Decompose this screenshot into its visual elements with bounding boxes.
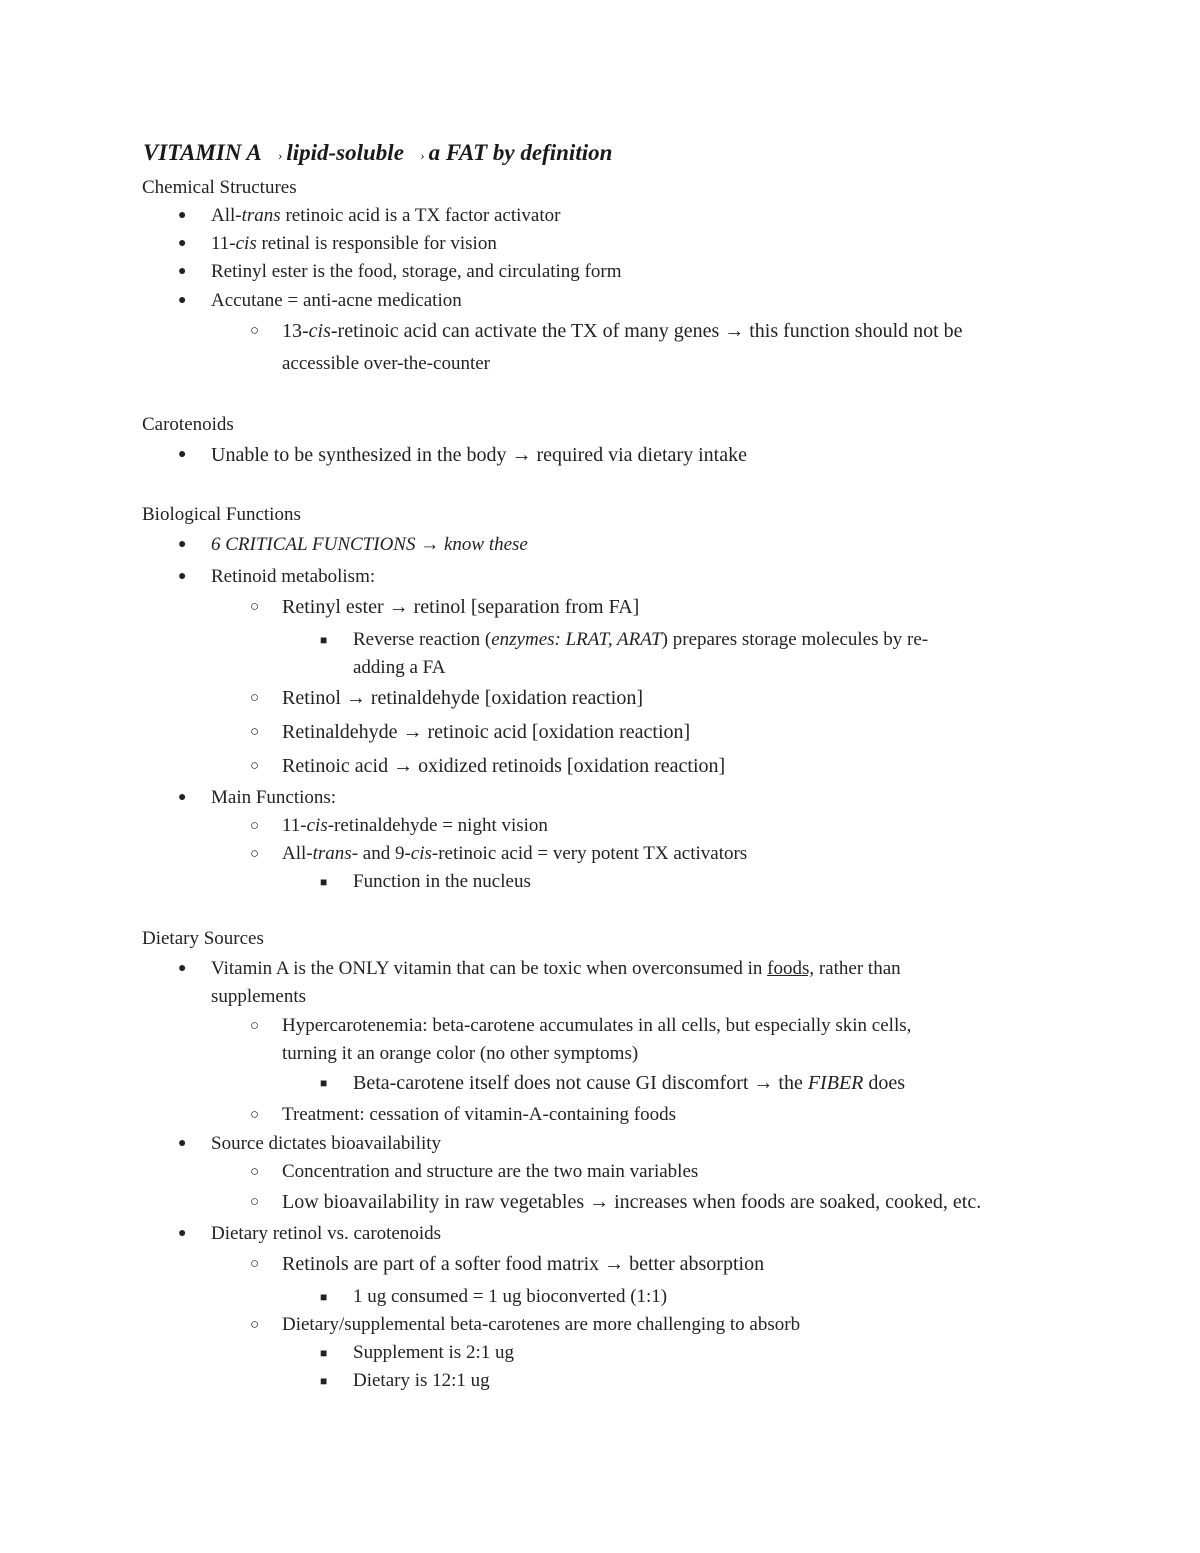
list-item: Source dictates bioavailability <box>211 1133 442 1154</box>
bullet-icon: ● <box>178 264 187 279</box>
list-item: Retinols are part of a softer food matrix → better absorption <box>282 1253 765 1275</box>
bullet-icon: ● <box>178 447 187 462</box>
list-item: Function in the nucleus <box>353 871 531 892</box>
section-heading-carotenoids: Carotenoids <box>142 414 234 435</box>
list-item: Retinol → retinaldehyde [oxidation reaction] <box>282 687 643 709</box>
square-bullet-icon: ■ <box>320 633 328 647</box>
section-heading-biological-functions: Biological Functions <box>142 504 301 525</box>
list-item: Treatment: cessation of vitamin-A-containing foods <box>282 1104 676 1125</box>
list-item: Dietary/supplemental beta-carotenes are more challenging to absorb <box>282 1314 801 1335</box>
list-item-continuation: turning it an orange color (no other symptoms) <box>282 1043 639 1064</box>
circle-bullet-icon: ○ <box>250 724 260 740</box>
bullet-icon: ● <box>178 790 187 805</box>
list-item: Accutane = anti-acne medication <box>211 290 462 311</box>
list-item: 13-cis-retinoic acid can activate the TX of many genes → this function should not be <box>282 320 963 342</box>
bullet-icon: ● <box>178 236 187 251</box>
list-item: Low bioavailability in raw vegetables → increases when foods are soaked, cooked, etc. <box>282 1191 982 1213</box>
arrow-icon: › <box>419 149 425 164</box>
list-item: Dietary retinol vs. carotenoids <box>211 1223 442 1244</box>
list-item: Beta-carotene itself does not cause GI discomfort → the FIBER does <box>353 1072 906 1094</box>
circle-bullet-icon: ○ <box>250 1107 260 1123</box>
list-item: Unable to be synthesized in the body → required via dietary intake <box>211 444 747 466</box>
list-item-continuation: accessible over-the-counter <box>282 353 490 374</box>
list-item: Reverse reaction (enzymes: LRAT, ARAT) prepares storage molecules by re- <box>353 629 929 650</box>
circle-bullet-icon: ○ <box>250 690 260 706</box>
list-item: Retinoid metabolism: <box>211 566 376 587</box>
bullet-icon: ● <box>178 1136 187 1151</box>
list-item: 11-cis retinal is responsible for vision <box>211 233 497 254</box>
section-heading-chemical-structures: Chemical Structures <box>142 177 297 198</box>
list-item-continuation: supplements <box>211 986 306 1007</box>
title-main: VITAMIN A <box>143 140 262 165</box>
bullet-icon: ● <box>178 208 187 223</box>
circle-bullet-icon: ○ <box>250 846 260 862</box>
page-title <box>143 140 612 166</box>
title-part-fat: a FAT by definition <box>428 140 613 165</box>
square-bullet-icon: ■ <box>320 1076 328 1090</box>
list-item: Hypercarotenemia: beta-carotene accumulates in all cells, but especially skin cells, <box>282 1015 912 1036</box>
list-item: Retinyl ester is the food, storage, and circulating form <box>211 261 622 282</box>
bullet-icon: ● <box>178 293 187 308</box>
circle-bullet-icon: ○ <box>250 1194 260 1210</box>
square-bullet-icon: ■ <box>320 1374 328 1388</box>
section-heading-dietary-sources: Dietary Sources <box>142 928 264 949</box>
circle-bullet-icon: ○ <box>250 1018 260 1034</box>
arrow-icon: › <box>277 149 283 164</box>
list-item: Dietary is 12:1 ug <box>353 1370 490 1391</box>
list-item: 11-cis-retinaldehyde = night vision <box>282 815 548 836</box>
list-item-continuation: adding a FA <box>353 657 446 678</box>
circle-bullet-icon: ○ <box>250 818 260 834</box>
circle-bullet-icon: ○ <box>250 1317 260 1333</box>
bullet-icon: ● <box>178 569 187 584</box>
list-item: Vitamin A is the ONLY vitamin that can be toxic when overconsumed in foods, rather than <box>211 958 901 979</box>
list-item: Retinyl ester → retinol [separation from FA] <box>282 596 640 618</box>
list-item: Retinaldehyde → retinoic acid [oxidation reaction] <box>282 721 691 743</box>
square-bullet-icon: ■ <box>320 1290 328 1304</box>
bullet-icon: ● <box>178 961 187 976</box>
circle-bullet-icon: ○ <box>250 323 260 339</box>
list-item: 1 ug consumed = 1 ug bioconverted (1:1) <box>353 1286 668 1307</box>
list-item: Retinoic acid → oxidized retinoids [oxidation reaction] <box>282 755 726 777</box>
circle-bullet-icon: ○ <box>250 758 260 774</box>
list-item: All-trans- and 9-cis-retinoic acid = very potent TX activators <box>282 843 748 864</box>
circle-bullet-icon: ○ <box>250 599 260 615</box>
square-bullet-icon: ■ <box>320 875 328 889</box>
bullet-icon: ● <box>178 537 187 552</box>
square-bullet-icon: ■ <box>320 1346 328 1360</box>
circle-bullet-icon: ○ <box>250 1164 260 1180</box>
title-part-lipid: lipid-soluble <box>286 140 404 165</box>
circle-bullet-icon: ○ <box>250 1256 260 1272</box>
list-item: Concentration and structure are the two main variables <box>282 1161 699 1182</box>
list-item: All-trans retinoic acid is a TX factor activator <box>211 205 561 226</box>
bullet-icon: ● <box>178 1226 187 1241</box>
list-item: Main Functions: <box>211 787 337 808</box>
list-item: 6 CRITICAL FUNCTIONS → know these <box>211 534 528 555</box>
list-item: Supplement is 2:1 ug <box>353 1342 514 1363</box>
